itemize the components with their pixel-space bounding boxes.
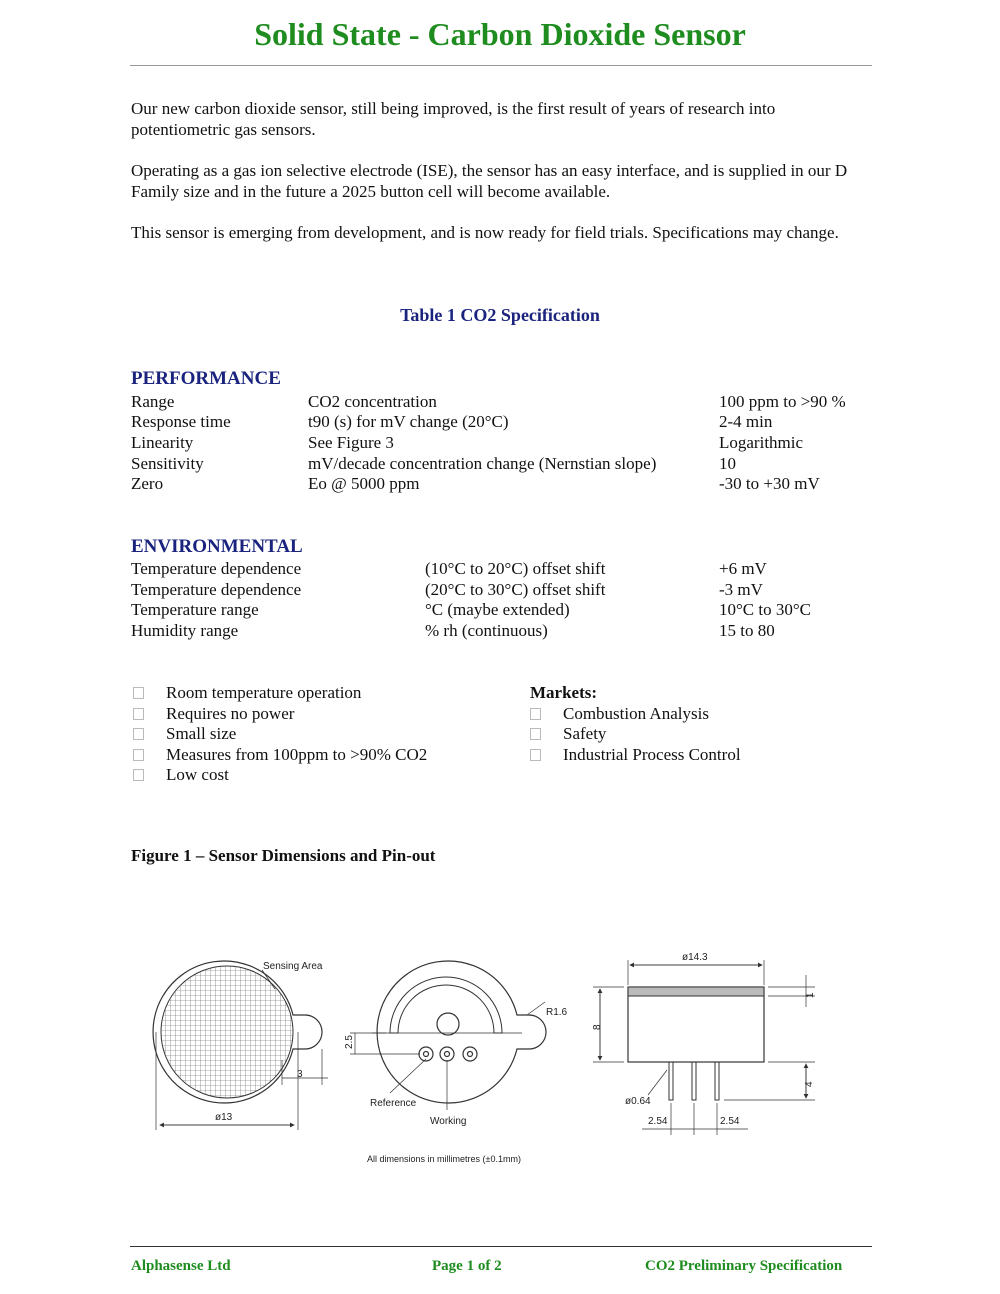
spec-condition: °C (maybe extended) xyxy=(425,600,570,619)
spec-value: -3 mV xyxy=(719,580,763,599)
spec-value: Logarithmic xyxy=(719,433,804,452)
spec-value: -30 to +30 mV xyxy=(719,474,820,493)
spec-condition: CO2 concentration xyxy=(308,392,437,411)
bullet-box-icon xyxy=(133,708,144,720)
dim-1-label: 1 xyxy=(805,992,816,998)
dim-4-label: 4 xyxy=(804,1081,815,1087)
dim-14-3-label: ø14.3 xyxy=(682,952,708,963)
interface-paragraph: Operating as a gas ion selective electrode (ISE), the sensor has an easy interface, and is supplied in our D Family size and in the future a 2025 button cell will become available. xyxy=(131,161,848,201)
spec-condition: mV/decade concentration change (Nernstian slope) xyxy=(308,454,657,473)
dim-pitch-left-label: 2.54 xyxy=(648,1116,668,1127)
dim-radius-label: R1.6 xyxy=(546,1007,568,1018)
list-item: Industrial Process Control xyxy=(530,745,741,766)
bullet-box-icon xyxy=(133,687,144,699)
title-divider xyxy=(130,65,872,66)
environmental-heading: ENVIRONMENTAL xyxy=(131,536,303,557)
list-item: Measures from 100ppm to >90% CO2 xyxy=(133,745,427,766)
bullet-box-icon xyxy=(133,749,144,761)
list-item: Small size xyxy=(133,724,427,745)
performance-heading: PERFORMANCE xyxy=(131,368,281,389)
sensing-area-label: Sensing Area xyxy=(263,961,323,972)
spec-condition: % rh (continuous) xyxy=(425,621,548,640)
spec-parameter: Humidity range xyxy=(131,621,239,640)
list-item: Combustion Analysis xyxy=(530,704,741,725)
spec-parameter: Temperature range xyxy=(131,600,259,619)
list-item: Low cost xyxy=(133,765,427,786)
dimensions-note: All dimensions in millimetres (±0.1mm) xyxy=(367,1154,521,1164)
spec-parameter: Sensitivity xyxy=(131,454,204,473)
spec-value: 100 ppm to >90 % xyxy=(719,392,846,411)
spec-condition: (10°C to 20°C) offset shift xyxy=(425,559,606,578)
footer-page-number: Page 1 of 2 xyxy=(432,1258,502,1274)
dim-2-5-label: 2.5 xyxy=(344,1035,355,1049)
bullet-box-icon xyxy=(133,728,144,740)
working-label: Working xyxy=(430,1116,467,1127)
sensor-dimension-drawing xyxy=(150,945,830,1175)
spec-parameter: Response time xyxy=(131,412,231,431)
spec-condition: (20°C to 30°C) offset shift xyxy=(425,580,606,599)
spec-value: +6 mV xyxy=(719,559,767,578)
markets-heading: Markets: xyxy=(530,683,598,702)
spec-parameter: Zero xyxy=(131,474,164,493)
spec-parameter: Range xyxy=(131,392,175,411)
bullet-box-icon xyxy=(133,769,144,781)
figure-caption: Figure 1 – Sensor Dimensions and Pin-out xyxy=(131,846,436,865)
dim-3-label: 3 xyxy=(297,1069,303,1080)
table-caption: Table 1 CO2 Specification xyxy=(400,305,600,325)
features-list xyxy=(133,683,427,786)
markets-list xyxy=(530,683,741,765)
bullet-box-icon xyxy=(530,749,541,761)
spec-parameter: Temperature dependence xyxy=(131,580,302,599)
dim-pin-diameter-label: ø0.64 xyxy=(625,1096,651,1107)
bullet-box-icon xyxy=(530,728,541,740)
footer-company: Alphasense Ltd xyxy=(131,1258,231,1274)
spec-value: 10 xyxy=(719,454,736,473)
list-item: Room temperature operation xyxy=(133,683,427,704)
spec-value: 10°C to 30°C xyxy=(719,600,811,619)
development-paragraph: This sensor is emerging from development, and is now ready for field trials. Specifications may change. xyxy=(131,223,839,242)
spec-value: 2-4 min xyxy=(719,412,773,431)
dim-pitch-right-label: 2.54 xyxy=(720,1116,740,1127)
bullet-box-icon xyxy=(530,708,541,720)
spec-parameter: Temperature dependence xyxy=(131,559,302,578)
spec-condition: t90 (s) for mV change (20°C) xyxy=(308,412,509,431)
intro-paragraph: Our new carbon dioxide sensor, still being improved, is the first result of years of research into potentiometric gas sensors. xyxy=(131,99,776,139)
top-view xyxy=(153,961,328,1130)
page-title: Solid State - Carbon Dioxide Sensor xyxy=(254,16,746,52)
spec-value: 15 to 80 xyxy=(719,621,775,640)
dim-13-label: ø13 xyxy=(215,1112,233,1123)
bottom-view xyxy=(350,961,546,1110)
side-view xyxy=(593,960,815,1135)
footer-doc-title: CO2 Preliminary Specification xyxy=(645,1258,843,1274)
list-item: Safety xyxy=(530,724,741,745)
spec-parameter: Linearity xyxy=(131,433,194,452)
reference-label: Reference xyxy=(370,1098,417,1109)
dim-8-label: 8 xyxy=(592,1024,603,1030)
footer-divider xyxy=(130,1246,872,1247)
list-item: Requires no power xyxy=(133,704,427,725)
spec-condition: Eo @ 5000 ppm xyxy=(308,474,420,493)
spec-condition: See Figure 3 xyxy=(308,433,394,452)
